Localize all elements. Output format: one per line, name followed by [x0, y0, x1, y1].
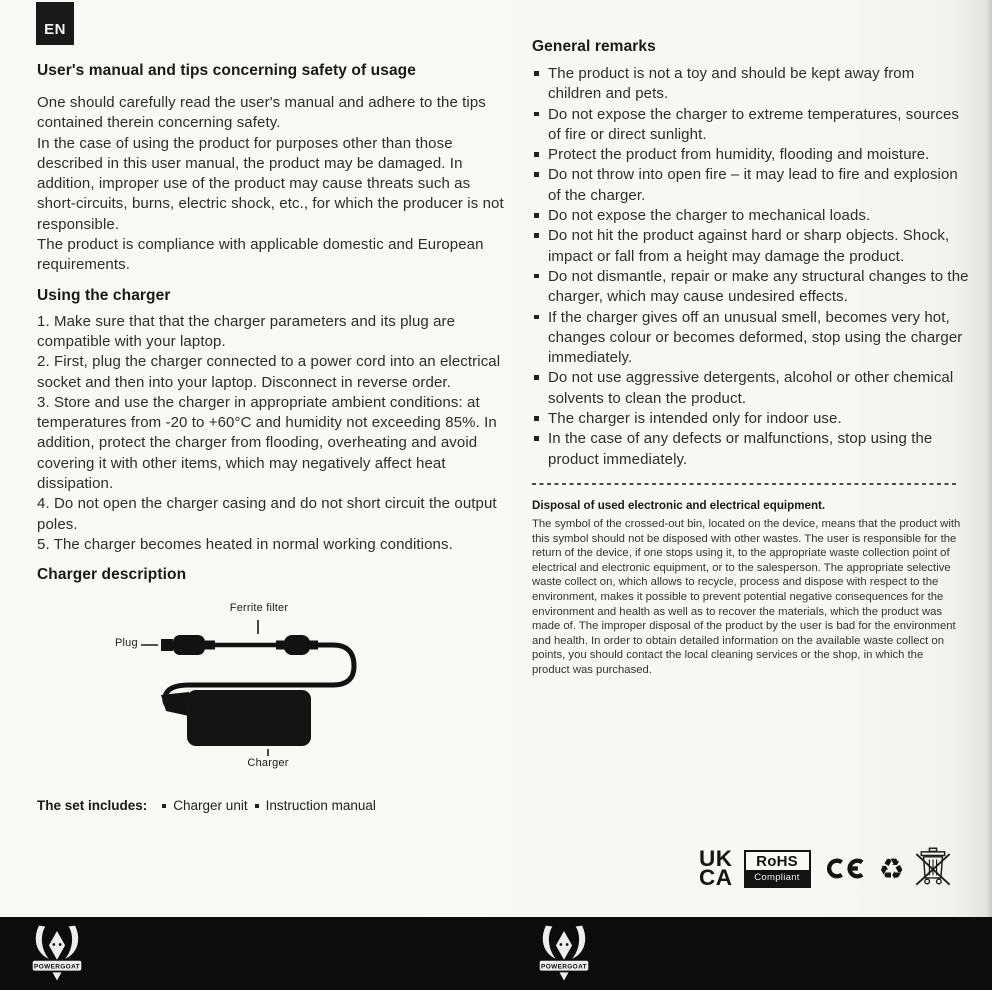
- remark-item: Do not dismantle, repair or make any structural changes to the charger, which may cause undesired effects.: [532, 267, 970, 308]
- rohs-mark: RoHS Compliant: [744, 850, 811, 888]
- ferrite-filter-label: Ferrite filter: [229, 602, 289, 615]
- dashed-divider: [532, 483, 958, 485]
- plug-label: Plug: [115, 637, 138, 650]
- set-item: Instruction manual: [265, 798, 376, 814]
- remark-item: Do not expose the charger to extreme temperatures, sources of fire or direct sunlight.: [532, 105, 970, 146]
- remark-item: The charger is intended only for indoor use.: [532, 409, 970, 429]
- remark-item: Do not use aggressive detergents, alcohol or other chemical solvents to clean the product.: [532, 368, 970, 409]
- using-step: 5. The charger becomes heated in normal working conditions.: [37, 535, 453, 553]
- bullet-icon: [534, 274, 539, 279]
- ukca-mark: UK CA: [699, 846, 733, 890]
- recycle-icon: ♻: [878, 851, 905, 886]
- remark-item: The product is not a toy and should be kept away from children and pets.: [532, 64, 970, 105]
- charger-label: Charger: [247, 757, 289, 770]
- ce-mark-icon: [825, 852, 867, 885]
- safety-paragraph: One should carefully read the user's manual and adhere to the tips contained therein concerning safety.: [37, 94, 486, 132]
- using-step: 4. Do not open the charger casing and do not short circuit the output poles.: [37, 495, 497, 533]
- powergoat-wordmark: POWERGOAT: [541, 963, 587, 971]
- charger-diagram: [37, 598, 507, 780]
- disposal-body: The symbol of the crossed-out bin, located on the device, means that the product with this symbol should not be disposed with other wastes. The user is responsible for the return of the device, if one stops using it, to the appropriate waste collection point of electrical and electronic equipment, or to the salesperson. The appropriate selective waste collect on, which allows to recycle, process and dispose with respect to the environment, makes it possible to prevent potential negative consequences for the environment and health as well as to recover the materials, which the product was made of. The improper disposal of the product by the user is bad for the environment and health. In order to obtain detailed information on the available waste collect on points, you should contact the local cleaning services or the shop, in which the product was purchased.: [532, 517, 961, 676]
- charger-description-heading: Charger description: [37, 566, 187, 584]
- bullet-icon: [534, 416, 539, 421]
- bullet-icon: [534, 315, 539, 320]
- using-step: 3. Store and use the charger in appropriate ambient conditions: at temperatures from -20 to +60°C and humidity not exceeding 85%. In addition, protect the charger from flooding, overheating and avoid covering it with other items, which may negatively affect heat dissipation.: [37, 393, 497, 493]
- plug-icon: [161, 639, 173, 651]
- disposal-heading: Disposal of used electronic and electrical equipment.: [532, 498, 826, 512]
- using-charger-heading: Using the charger: [37, 286, 171, 304]
- bullet-icon: [534, 375, 539, 380]
- safety-paragraph: The product is compliance with applicable domestic and European requirements.: [37, 236, 484, 274]
- bullet-icon: [534, 112, 539, 117]
- bullet-icon: [534, 436, 539, 441]
- bullet-icon: [162, 804, 166, 808]
- safety-heading: User's manual and tips concerning safety of usage: [37, 62, 416, 79]
- bullet-icon: [534, 152, 539, 157]
- bullet-icon: [255, 804, 259, 808]
- remark-item: Do not expose the charger to mechanical loads.: [532, 206, 970, 226]
- remark-item: Do not throw into open fire – it may lead to fire and explosion of the charger.: [532, 165, 970, 206]
- powergoat-wordmark: POWERGOAT: [34, 963, 80, 971]
- set-includes-line: [37, 798, 507, 813]
- compliance-marks: [699, 845, 951, 892]
- charger-brick-icon: [187, 690, 311, 746]
- remark-item: Protect the product from humidity, flooding and moisture.: [532, 145, 970, 165]
- remark-item: Do not hit the product against hard or sharp objects. Shock, impact or fall from a height may damage the product.: [532, 226, 970, 267]
- general-remarks-list: [532, 64, 970, 470]
- powergoat-logo: [30, 923, 84, 984]
- remark-item: If the charger gives off an unusual smell, becomes very hot, changes colour or becomes deformed, stop using the charger immediately.: [532, 308, 970, 369]
- right-column: [532, 38, 970, 677]
- charger-diagram-art: [37, 598, 507, 780]
- crossed-bin-icon: [915, 845, 951, 892]
- bullet-icon: [534, 233, 539, 238]
- bullet-icon: [534, 213, 539, 218]
- ferrite-filter-icon: [284, 635, 310, 655]
- powergoat-logo: [537, 923, 591, 984]
- footer-bar: [0, 917, 992, 990]
- using-step: 1. Make sure that that the charger parameters and its plug are compatible with your laptop.: [37, 312, 456, 350]
- left-column: [37, 62, 507, 813]
- language-badge: EN: [36, 2, 74, 45]
- using-step: 2. First, plug the charger connected to a power cord into an electrical socket and then into your laptop. Disconnect in reverse order.: [37, 353, 501, 391]
- safety-paragraph: In the case of using the product for purposes other than those described in this user manual, the product may be damaged. In addition, improper use of the product may cause threats such as short-circuits, burns, electric shock, etc., for which the producer is not responsible.: [37, 134, 504, 233]
- remark-item: In the case of any defects or malfunctions, stop using the product immediately.: [532, 429, 970, 470]
- set-includes-label: The set includes:: [37, 798, 148, 814]
- bullet-icon: [534, 172, 539, 177]
- general-remarks-heading: General remarks: [532, 38, 656, 55]
- bullet-icon: [534, 71, 539, 76]
- set-item: Charger unit: [173, 798, 248, 814]
